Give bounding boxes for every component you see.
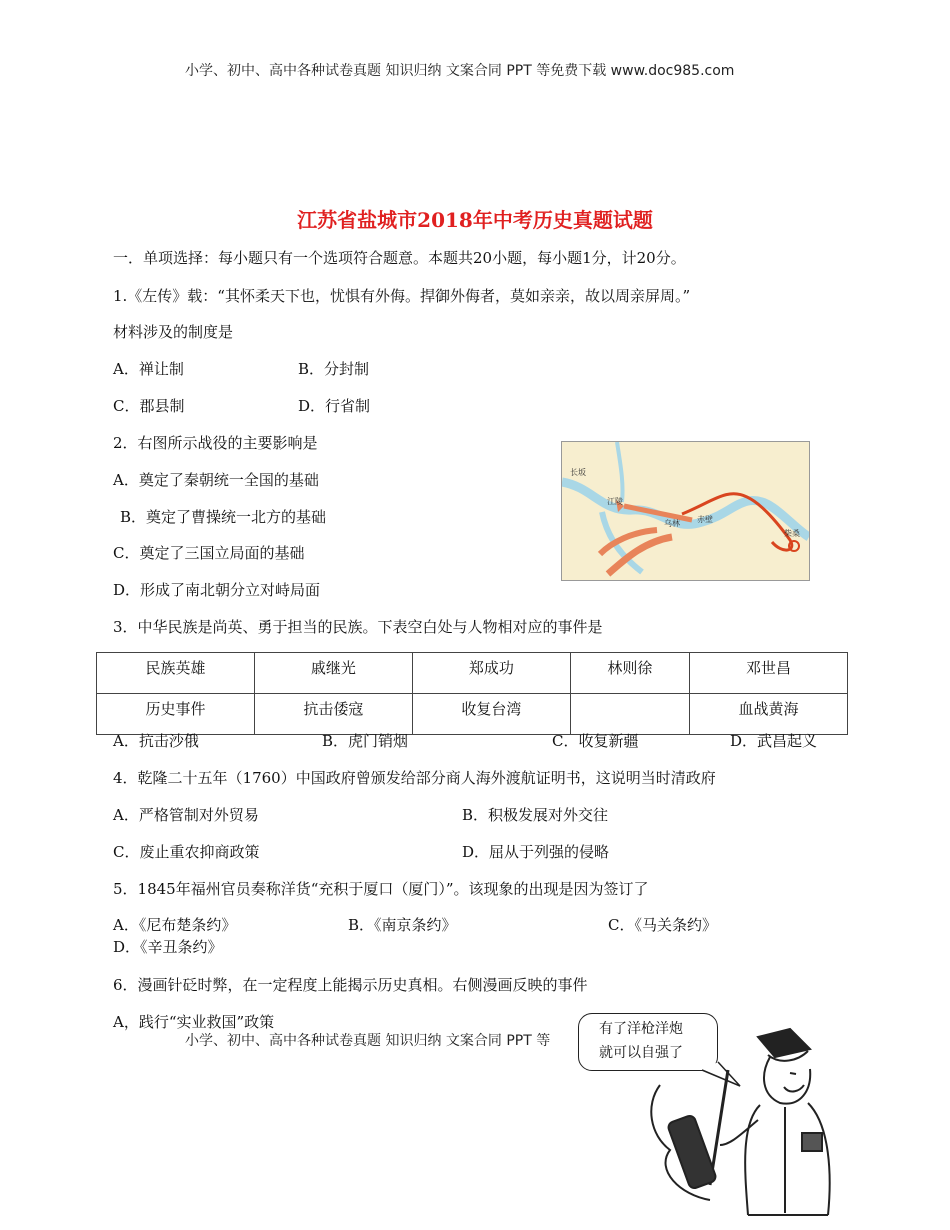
q4-option-b: B．积极发展对外交往 — [462, 806, 609, 824]
q3-option-d: D．武昌起义 — [730, 732, 818, 750]
page-title: 江苏省盐城市2018年中考历史真题试题 — [297, 208, 653, 232]
q4-option-a: A．严格管制对外贸易 — [113, 806, 259, 824]
q1-option-d: D．行省制 — [298, 397, 371, 415]
q5-option-a: A．《尼布楚条约》 — [113, 916, 237, 934]
bubble-line-1: 有了洋枪洋炮 — [599, 1021, 683, 1037]
map-label-chibi: 赤壁 — [697, 515, 713, 524]
table-cell: 林则徐 — [570, 653, 689, 694]
site-footer: 小学、初中、高中各种试卷真题 知识归纳 文案合同 PPT 等 — [185, 1033, 551, 1049]
section-heading: 一．单项选择：每小题只有一个选项符合题意。本题共20小题，每小题1分，计20分。 — [113, 249, 686, 267]
q3-stem: 3．中华民族是尚英、勇于担当的民族。下表空白处与人物相对应的事件是 — [113, 618, 603, 636]
table-cell: 抗击倭寇 — [254, 694, 412, 735]
cartoon-official-figure — [640, 1025, 890, 1220]
q2-option-a: A．奠定了秦朝统一全国的基础 — [113, 471, 319, 489]
hero-event-table — [96, 652, 848, 735]
table-cell: 邓世昌 — [689, 653, 847, 694]
q6-option-a: A，践行“实业救国”政策 — [113, 1013, 275, 1031]
table-row — [97, 694, 848, 735]
map-label-wulin: 乌林 — [664, 519, 680, 528]
q1-option-b: B．分封制 — [298, 360, 370, 378]
table-cell: 戚继光 — [254, 653, 412, 694]
table-cell: 历史事件 — [97, 694, 255, 735]
table-cell: 血战黄海 — [689, 694, 847, 735]
q4-stem: 4．乾隆二十五年（1760）中国政府曾颁发给部分商人海外渡航证明书，这说明当时清政府 — [113, 769, 716, 787]
q1-stem: 1.《左传》载：“其怀柔天下也，忧惧有外侮。捍御外侮者，莫如亲亲，故以周亲屏周。” — [113, 287, 691, 305]
table-cell-blank — [570, 694, 689, 735]
map-label-changban: 长坂 — [570, 468, 586, 477]
q3-option-b: B．虎门销烟 — [322, 732, 409, 750]
map-label-jiangling: 江陵 — [607, 497, 623, 506]
q1-stem-2: 材料涉及的制度是 — [113, 323, 234, 341]
q3-option-c: C．收复新疆 — [552, 732, 639, 750]
table-cell: 郑成功 — [412, 653, 570, 694]
q5-option-d: D．《辛丑条约》 — [113, 938, 223, 956]
q2-option-b: B．奠定了曹操统一北方的基础 — [120, 508, 327, 526]
site-header: 小学、初中、高中各种试卷真题 知识归纳 文案合同 PPT 等免费下载 www.doc985.com — [185, 63, 735, 79]
q4-option-d: D．屈从于列强的侵略 — [462, 843, 610, 861]
q5-stem: 5．1845年福州官员奏称洋货“充积于厦口（厦门）”。该现象的出现是因为签订了 — [113, 880, 649, 898]
table-row — [97, 653, 848, 694]
q1-option-c: C．郡县制 — [113, 397, 185, 415]
q3-option-a: A．抗击沙俄 — [113, 732, 199, 750]
q1-option-a: A．禅让制 — [113, 360, 184, 378]
table-cell: 民族英雄 — [97, 653, 255, 694]
q4-option-c: C．废止重农抑商政策 — [113, 843, 260, 861]
q5-option-b: B．《南京条约》 — [348, 916, 457, 934]
q6-stem: 6．漫画针砭时弊，在一定程度上能揭示历史真相。右侧漫画反映的事件 — [113, 976, 588, 994]
bubble-line-2: 就可以自强了 — [599, 1045, 683, 1061]
battle-map-graphic — [562, 442, 809, 580]
q5-option-c: C．《马关条约》 — [608, 916, 717, 934]
q2-stem: 2．右图所示战役的主要影响是 — [113, 434, 318, 452]
q2-option-c: C．奠定了三国立局面的基础 — [113, 544, 305, 562]
table-cell: 收复台湾 — [412, 694, 570, 735]
map-label-chaisang: 柴桑 — [784, 529, 800, 538]
battle-map — [561, 441, 810, 581]
q2-option-d: D．形成了南北朝分立对峙局面 — [113, 581, 321, 599]
